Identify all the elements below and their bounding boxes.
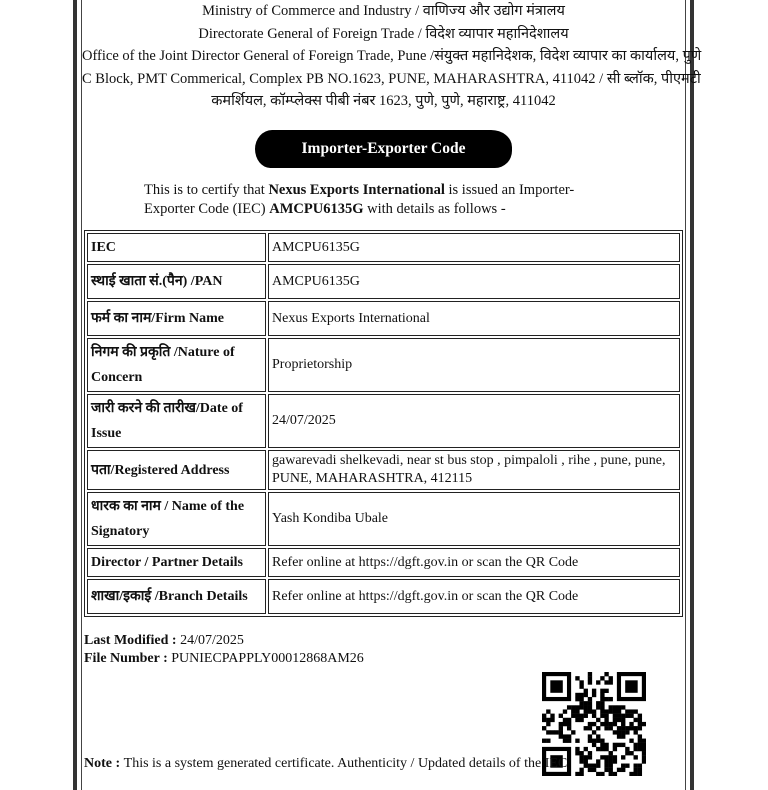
office-line: Office of the Joint Director General of Foreign Trade, Pune /संयुक्त महानिदेशक, विदेश व्यापार का कार्यालय, पुणे xyxy=(82,48,702,64)
cert-iec: AMCPU6135G xyxy=(269,201,364,217)
row-value-nature-of-concern: Proprietorship xyxy=(268,338,680,392)
row-value-date-of-issue: 24/07/2025 xyxy=(268,394,680,448)
certification-statement xyxy=(144,181,614,219)
row-value-firm-name: Nexus Exports International xyxy=(268,301,680,336)
row-label-firm-name: फर्म का नाम/Firm Name xyxy=(87,301,266,336)
row-label-nature-of-concern: निगम की प्रकृति /Nature of Concern xyxy=(87,338,266,392)
directorate-line: Directorate General of Foreign Trade / विदेश व्यापार महानिदेशालय xyxy=(198,25,569,42)
document-title: Importer-Exporter Code xyxy=(301,140,466,157)
cert-firm-name: Nexus Exports International xyxy=(268,182,445,198)
note-label: Note : xyxy=(84,756,124,771)
table-row xyxy=(87,233,680,262)
table-row xyxy=(87,394,680,448)
table-row xyxy=(87,579,680,614)
row-value-registered-address: gawarevadi shelkevadi, near st bus stop , pimpaloli , rihe , pune, pune, PUNE, MAHARASHTRA, 412115 xyxy=(268,450,680,490)
document-title-banner xyxy=(255,130,512,168)
table-row xyxy=(87,450,680,490)
table-row xyxy=(87,548,680,577)
file-number-value: PUNIECPAPPLY00012868AM26 xyxy=(171,651,364,666)
row-label-registered-address: पता/Registered Address xyxy=(87,450,266,490)
row-label-director-details: Director / Partner Details xyxy=(87,548,266,577)
table-row xyxy=(87,492,680,546)
table-row xyxy=(87,264,680,299)
row-value-iec: AMCPU6135G xyxy=(268,233,680,262)
row-label-iec: IEC xyxy=(87,233,266,262)
row-value-pan: AMCPU6135G xyxy=(268,264,680,299)
address-line: C Block, PMT Commerical, Complex PB NO.1623, PUNE, MAHARASHTRA, 411042 / सी ब्लॉक, पीएमटी xyxy=(82,70,701,87)
iec-details-table xyxy=(84,230,683,617)
address-line-hindi: कमर्शियल, कॉम्प्लेक्स पीबी नंबर 1623, पुणे, पुणे, महाराष्ट्र, 411042 xyxy=(211,93,556,109)
table-row xyxy=(87,338,680,392)
last-modified-label: Last Modified : xyxy=(84,633,181,648)
file-number-label: File Number : xyxy=(84,651,172,666)
ministry-line: Ministry of Commerce and Industry / वाणिज्य और उद्योग मंत्रालय xyxy=(202,3,565,19)
row-label-date-of-issue: जारी करने की तारीख/Date of Issue xyxy=(87,394,266,448)
last-modified xyxy=(84,632,364,650)
row-label-pan: स्थाई खाता सं.(पैन) /PAN xyxy=(87,264,266,299)
cert-text-2: is issued an Importer-Exporter Code (IEC) xyxy=(144,182,575,217)
system-generated-note xyxy=(84,756,567,772)
table-row xyxy=(87,301,680,336)
row-value-signatory: Yash Kondiba Ubale xyxy=(268,492,680,546)
row-value-branch-details: Refer online at https://dgft.gov.in or scan the QR Code xyxy=(268,579,680,614)
cert-text-1: This is to certify that xyxy=(144,182,269,198)
issuing-office-header xyxy=(82,0,702,113)
row-label-signatory: धारक का नाम / Name of the Signatory xyxy=(87,492,266,546)
record-footer xyxy=(84,632,364,668)
row-label-branch-details: शाखा/इकाई /Branch Details xyxy=(87,579,266,614)
row-value-director-details: Refer online at https://dgft.gov.in or scan the QR Code xyxy=(268,548,680,577)
file-number xyxy=(84,650,364,668)
note-text: This is a system generated certificate. Authenticity / Updated details of the IEC xyxy=(123,756,568,771)
cert-text-3: with details as follows - xyxy=(363,201,506,217)
last-modified-value: 24/07/2025 xyxy=(180,633,244,648)
